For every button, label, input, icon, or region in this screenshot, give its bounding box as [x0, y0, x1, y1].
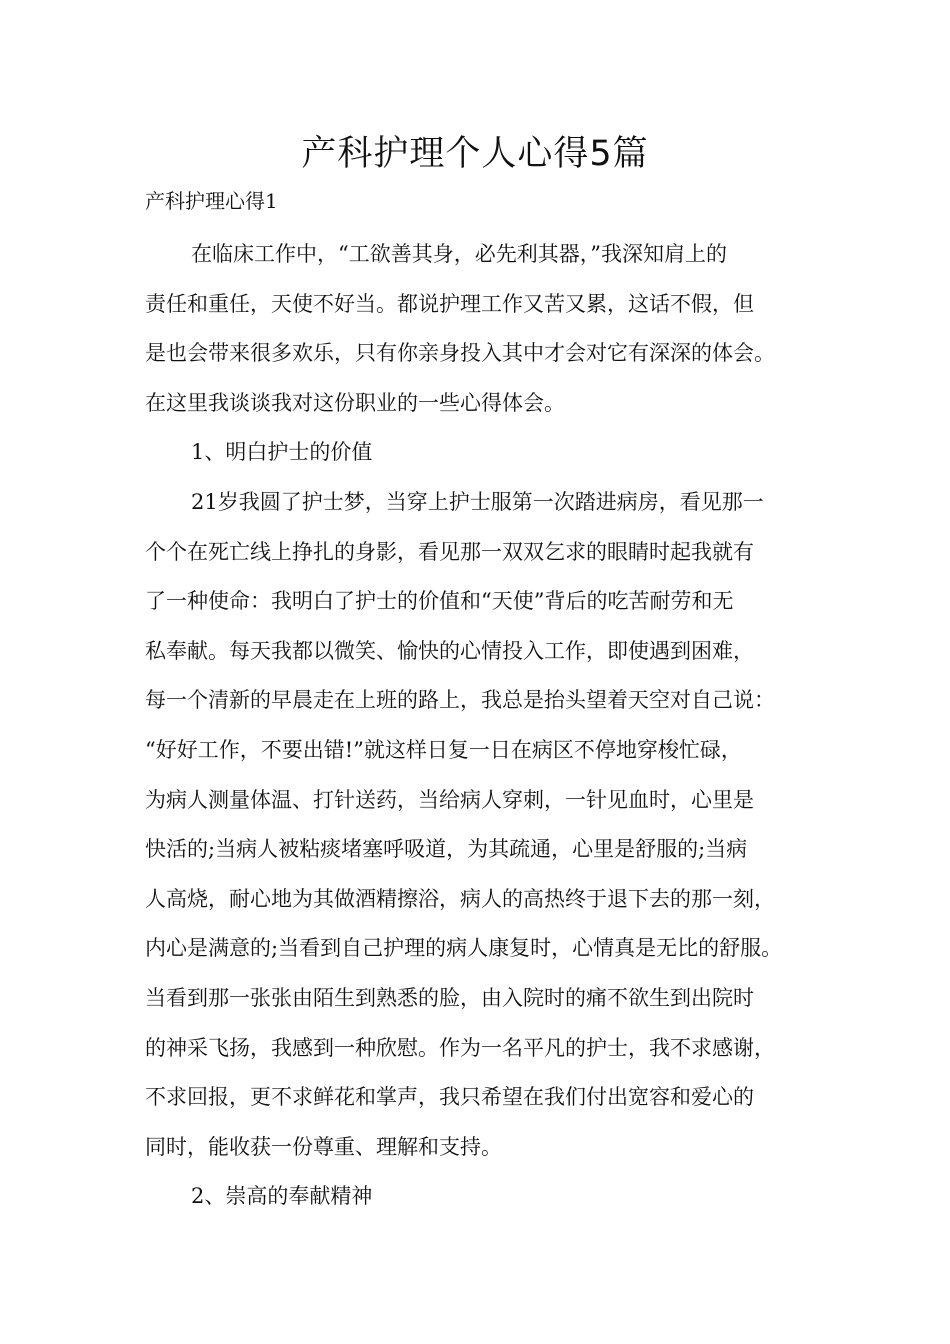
- paragraph-line: 内心是满意的;当看到自己护理的病人康复时，心情真是无比的舒服。: [145, 936, 783, 961]
- paragraph-line: 个个在死亡线上挣扎的身影，看见那一双双乞求的眼睛时起我就有: [145, 539, 754, 564]
- paragraph-line: 为病人测量体温、打针送药，当给病人穿刺，一针见血时，心里是: [145, 787, 754, 812]
- paragraph-line: “好好工作，不要出错!”就这样日复一日在病区不停地穿梭忙碌，: [145, 737, 742, 762]
- paragraph-line: 在临床工作中，“工欲善其身，必先利其器，”我深知肩上的: [191, 242, 727, 266]
- paragraph-line: 私奉献。每天我都以微笑、愉快的心情投入工作，即使遇到困难，: [145, 638, 754, 663]
- paragraph-line: 每一个清新的早晨走在上班的路上，我总是抬头望着天空对自己说：: [145, 688, 775, 713]
- paragraph-line: 21岁我圆了护士梦，当穿上护士服第一次踏进病房，看见那一: [191, 489, 764, 514]
- paragraph-line: 的神采飞扬，我感到一种欣慰。作为一名平凡的护士，我不求感谢，: [145, 1035, 775, 1060]
- paragraph-line: 是也会带来很多欢乐，只有你亲身投入其中才会对它有深深的体会。: [145, 341, 775, 366]
- paragraph-line: 在这里我谈谈我对这份职业的一些心得体会。: [145, 390, 565, 415]
- document-body: [145, 230, 825, 1222]
- document-title: 产科护理个人心得5篇: [301, 134, 649, 174]
- paragraph-line: 当看到那一张张由陌生到熟悉的脸，由入院时的痛不欲生到出院时: [145, 985, 754, 1010]
- document-subtitle: 产科护理心得1: [145, 189, 278, 213]
- paragraph-line: 同时，能收获一份尊重、理解和支持。: [145, 1134, 502, 1159]
- section-heading: 2、崇高的奉献精神: [191, 1184, 373, 1209]
- paragraph-line: 人高烧，耐心地为其做酒精擦浴，病人的高热终于退下去的那一刻，: [145, 886, 775, 911]
- paragraph-line: 快活的;当病人被粘痰堵塞呼吸道，为其疏通，心里是舒服的;当病: [145, 837, 748, 862]
- paragraph-line: 责任和重任，天使不好当。都说护理工作又苦又累，这话不假，但: [145, 291, 754, 316]
- paragraph-line: 不求回报，更不求鲜花和掌声，我只希望在我们付出宽容和爱心的: [145, 1085, 754, 1110]
- paragraph-line: 了一种使命：我明白了护士的价值和“天使”背后的吃苦耐劳和无: [145, 589, 734, 614]
- section-heading: 1、明白护士的价值: [191, 440, 373, 465]
